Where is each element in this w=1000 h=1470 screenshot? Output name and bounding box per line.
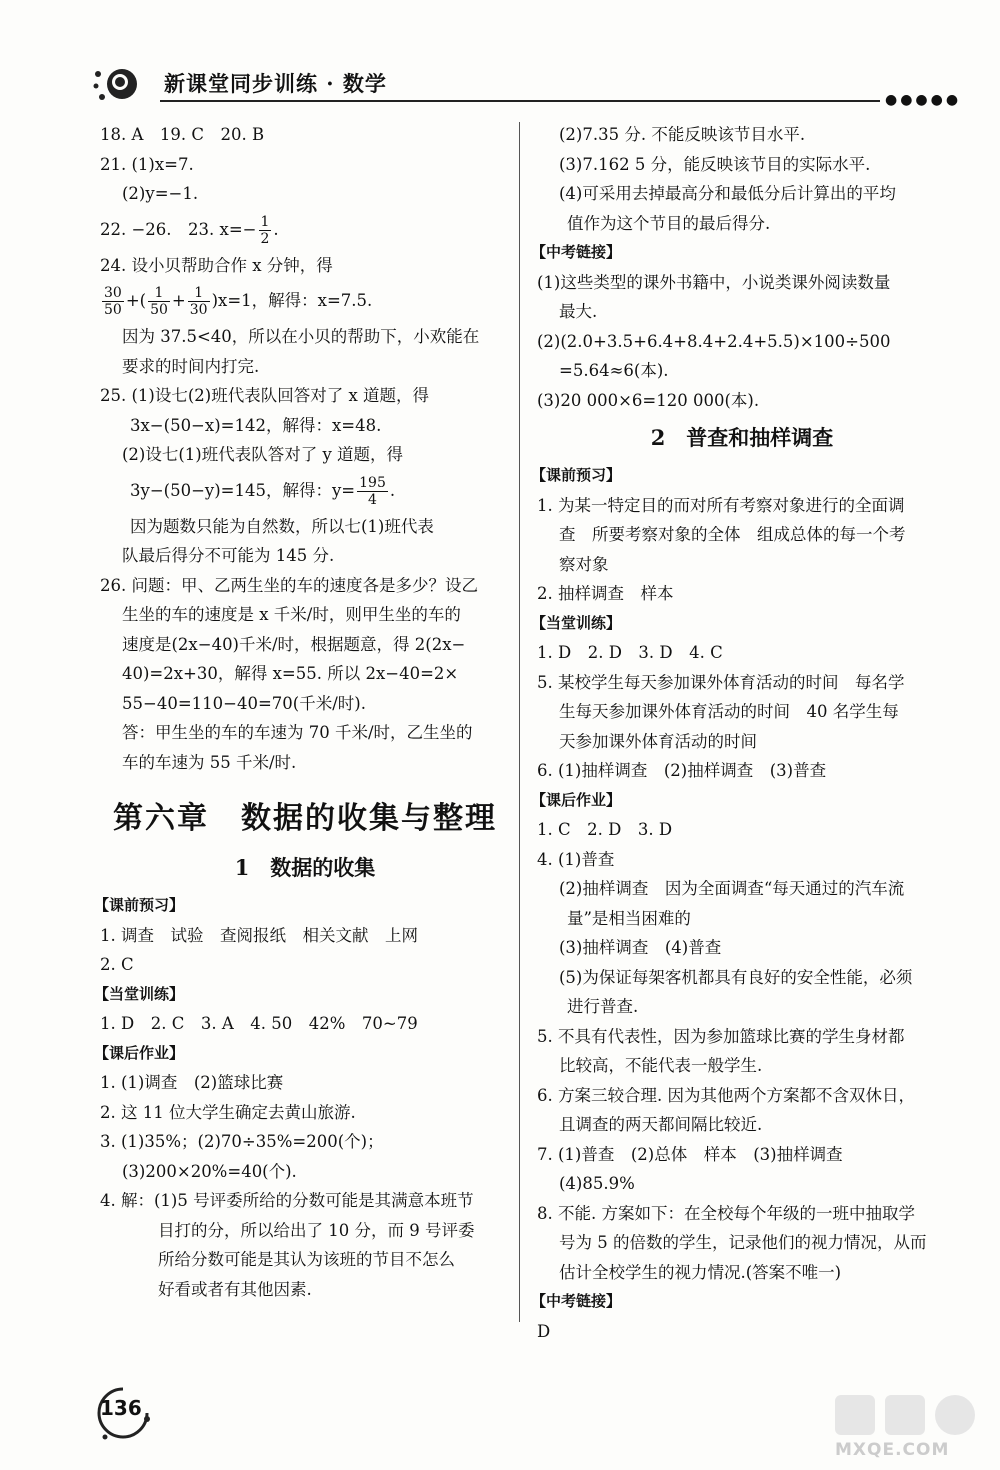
section-tag: 【课后作业】 [94, 1043, 185, 1062]
answer-line: 40)=2x+30，解得 x=55. 所以 2x−40=2× [122, 664, 459, 683]
answer-line: 1. D 2. C 3. A 4. 50 42% 70~79 [100, 1014, 418, 1033]
answer-line: 1. 为某一特定目的而对所有考察对象进行的全面调 [537, 495, 905, 515]
answer-line: D [537, 1321, 551, 1341]
column-divider [519, 122, 520, 1322]
answer-line: =5.64≈6(本). [559, 361, 669, 380]
answer-line: (3)20 000×6=120 000(本). [537, 390, 760, 410]
answer-line: 3. (1)35%；(2)70÷35%=200(个)； [100, 1132, 384, 1151]
answer-line: (2)(2.0+3.5+6.4+8.4+2.4+5.5)×100÷500 [537, 331, 891, 351]
answer-line: 天参加课外体育活动的时间 [559, 731, 757, 751]
answer-line: 因为题数只能为自然数，所以七(1)班代表 [130, 516, 434, 536]
answer-line: 6. (1)抽样调查 (2)抽样调查 (3)普查 [537, 761, 827, 780]
section-tag: 【中考链接】 [531, 1292, 622, 1310]
answer-line: 所给分数可能是其认为该班的节目不怎么 [158, 1250, 455, 1269]
fraction: $\frac{1}{30}$ [189, 285, 208, 318]
answer-line: 8. 不能. 方案如下：在全校每个年级的一班中抽取学 [537, 1203, 915, 1223]
answer-line: (3)7.162 5 分，能反映该节目的实际水平. [559, 154, 871, 174]
section-tag: 【中考链接】 [531, 243, 622, 261]
answer-line: (5)为保证每架客机都具有良好的安全性能，必须 [559, 967, 913, 987]
answer-line: 1. C 2. D 3. D [537, 820, 673, 839]
answer-line: 值作为这个节目的最后得分. [567, 213, 771, 233]
answer-line: 速度是(2x−40)千米/时，根据题意，得 2(2x− [122, 634, 466, 654]
section-tag: 【当堂训练】 [94, 984, 185, 1003]
answer-line: 查 所要考察对象的全体 组成总体的每一个考 [559, 525, 906, 544]
answer-line: 队最后得分不可能为 145 分. [122, 546, 335, 565]
answer-line: (4)可采用去掉最高分和最低分后计算出的平均 [559, 184, 896, 203]
fraction: $\frac{1}{2}$ [260, 213, 270, 247]
chapter-title: 第六章 数据的收集与整理 [113, 801, 497, 836]
answer-line: 比较高，不能代表一般学生. [559, 1056, 763, 1075]
fraction: $\frac{1}{50}$ [150, 285, 168, 318]
answer-line: 5. 不具有代表性，因为参加篮球比赛的学生身材都 [537, 1026, 905, 1046]
answer-line: (2)抽样调查 因为全面调查“每天通过的汽车流 [559, 879, 905, 898]
header-dots: ●●●●● [885, 92, 962, 108]
answer-line: 7. (1)普查 (2)总体 样本 (3)抽样调查 [537, 1144, 843, 1164]
equation-line: $\frac{30}{50}$ +( $\frac{1}{50}$ + $\frac{1}{30}$ )x=1，解得：x=7.5. [104, 285, 373, 318]
answer-line: 最大. [559, 302, 598, 321]
answer-line: 3x−(50−x)=142，解得：x=48. [130, 415, 382, 435]
answer-line: 2. 这 11 位大学生确定去黄山旅游. [100, 1102, 356, 1122]
answer-line: 1. (1)调查 (2)篮球比赛 [100, 1073, 284, 1092]
answer-line: 生每天参加课外体育活动的时间 40 名学生每 [559, 702, 899, 721]
answer-line: 25. (1)设七(2)班代表队回答对了 x 道题，得 [100, 386, 430, 405]
answer-line: 22. −26. 23. x=− $\frac{1}{2}$ . [100, 213, 279, 247]
answer-line: 且调查的两天都间隔比较近. [559, 1115, 763, 1134]
watermark-text: MXQE.COM [835, 1440, 950, 1460]
left-column [94, 120, 510, 1304]
answer-line: (2)7.35 分. 不能反映该节目水平. [559, 125, 806, 144]
answer-line: 号为 5 的倍数的学生，记录他们的视力情况，从而 [559, 1233, 927, 1252]
section-title: 2 普查和抽样调查 [650, 425, 834, 450]
answer-line: 目打的分，所以给出了 10 分，而 9 号评委 [158, 1220, 475, 1240]
answer-line: 察对象 [559, 554, 609, 574]
answer-line: (2)设七(1)班代表队答对了 y 道题，得 [122, 445, 404, 464]
answer-line: 进行普查. [567, 997, 639, 1016]
answer-line: 车的车速为 55 千米/时. [122, 752, 297, 772]
answer-line: (3)200×20%=40(个). [122, 1161, 297, 1181]
answer-line: (4)85.9% [559, 1174, 635, 1193]
answer-line: 24. 设小贝帮助合作 x 分钟，得 [100, 255, 333, 275]
section-title: 1 数据的收集 [234, 855, 376, 880]
answer-line: 生坐的车的速度是 x 千米/时，则甲生坐的车的 [122, 605, 461, 624]
answer-line: 18. A 19. C 20. B [100, 125, 265, 144]
answer-line: 量”是相当困难的 [567, 908, 691, 928]
section-tag: 【当堂训练】 [531, 613, 622, 632]
answer-line: 1. D 2. D 3. D 4. C [537, 643, 723, 662]
answer-line: 1. 调查 试验 查阅报纸 相关文献 上网 [100, 925, 418, 945]
answer-line: (1)这些类型的课外书籍中，小说类课外阅读数量 [537, 272, 891, 292]
answer-line: 55−40=110−40=70(千米/时). [122, 693, 366, 713]
answer-line: (2)y=−1. [122, 184, 199, 203]
answer-line: 5. 某校学生每天参加课外体育活动的时间 每名学 [537, 672, 905, 692]
answer-line: 2. C [100, 955, 134, 974]
answer-line: 2. 抽样调查 样本 [537, 584, 674, 603]
page-number: 136 [100, 1396, 142, 1420]
page-header [90, 64, 962, 108]
answer-line: 因为 37.5<40，所以在小贝的帮助下，小欢能在 [122, 327, 480, 346]
fraction: $\frac{195}{4}$ [359, 474, 386, 508]
answer-line: 答：甲生坐的车的车速为 70 千米/时，乙生坐的 [122, 723, 473, 742]
answer-line: (3)抽样调查 (4)普查 [559, 938, 722, 957]
section-tag: 【课后作业】 [531, 790, 622, 809]
answer-line: 4. (1)普查 [537, 849, 615, 869]
right-column [531, 120, 947, 1346]
header-rule [160, 100, 880, 102]
section-tag: 【课前预习】 [531, 466, 622, 484]
answer-line: 要求的时间内打完. [122, 356, 260, 376]
header-title: 新课堂同步训练 · 数学 [164, 71, 387, 96]
answer-line: 6. 方案三较合理. 因为其他两个方案都不含双休日， [537, 1085, 915, 1105]
section-tag: 【课前预习】 [94, 896, 185, 914]
answer-line: 好看或者有其他因素. [158, 1279, 312, 1299]
fraction: $\frac{30}{50}$ [104, 285, 122, 318]
answer-line: 估计全校学生的视力情况.(答案不唯一) [559, 1262, 842, 1282]
answer-line: 4. 解：(1)5 号评委所给的分数可能是其满意本班节 [100, 1191, 474, 1210]
answer-line: 26. 问题：甲、乙两生坐的车的速度各是多少？设乙 [100, 575, 478, 595]
book-logo-icon [90, 64, 150, 104]
equation-line: 3y−(50−y)=145，解得：y= $\frac{195}{4}$ . [130, 474, 396, 508]
answer-line: 21. (1)x=7. [100, 154, 194, 174]
